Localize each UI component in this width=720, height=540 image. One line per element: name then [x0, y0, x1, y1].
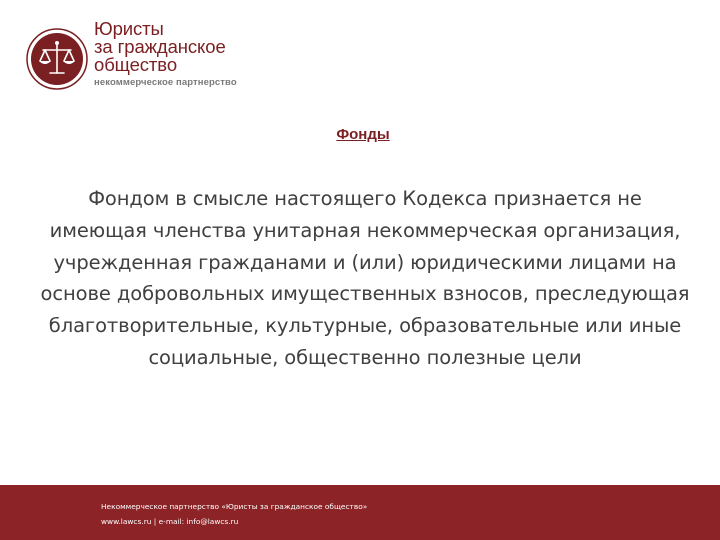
logo-subtitle: некоммерческое партнерство [94, 77, 237, 88]
logo-line-1: Юристы [94, 18, 164, 39]
scales-of-justice-icon [26, 28, 88, 90]
footer-bar [0, 485, 720, 540]
footer-organization: Некоммерческое партнерство «Юристы за гражданское общество» [101, 502, 368, 511]
logo-wordmark [94, 20, 274, 90]
logo-line-3: общество [94, 54, 178, 75]
logo-line-2: за гражданское [94, 36, 226, 57]
slide-title [0, 124, 720, 143]
slide-body-text: Фондом в смысле настоящего Кодекса признается не имеющая членства унитарная некоммерческая организация, учрежденная гражданами и (или) юридическими лицами на основе добровольных имущественных взносов, преследующая благотворительные, культурные, образовательные или иные социальные, общественно полезные цели [40, 187, 690, 369]
organization-logo [26, 20, 266, 100]
slide-title-text: Фонды [336, 126, 390, 143]
footer-contacts: www.lawcs.ru | e-mail: info@lawcs.ru [101, 517, 239, 526]
